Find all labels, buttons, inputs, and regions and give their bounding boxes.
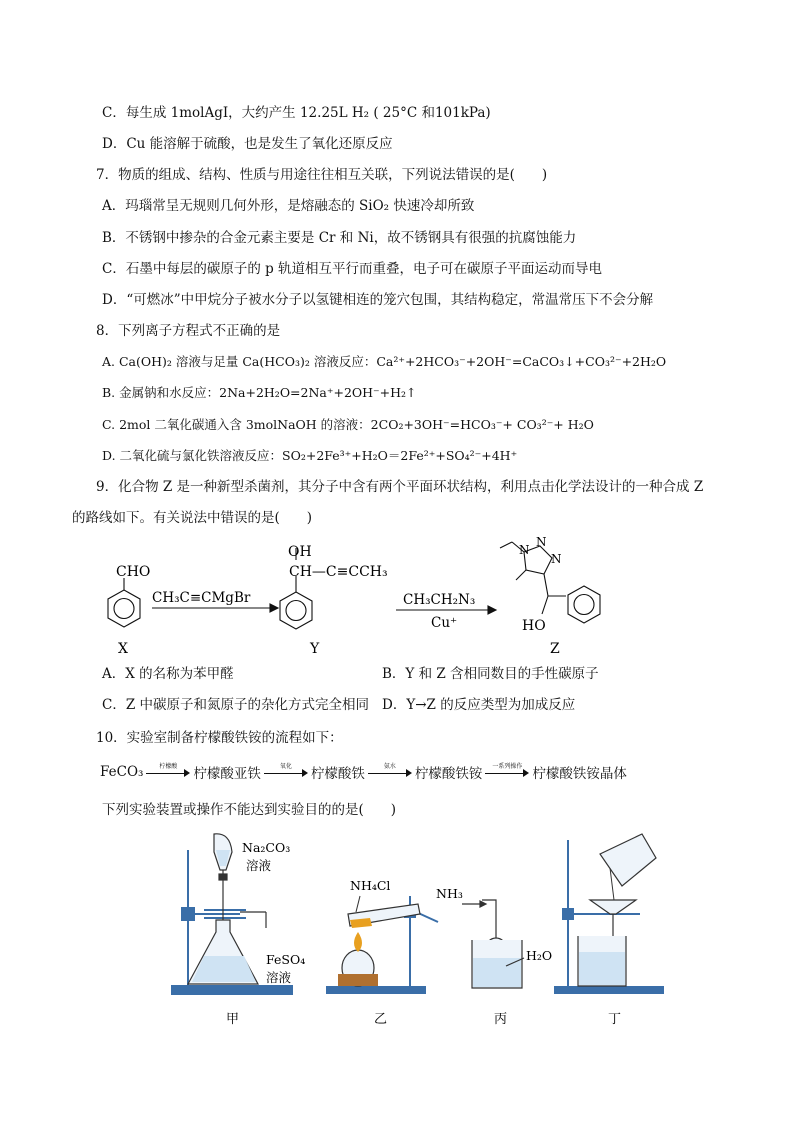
question-9-line2: 的路线如下。有关说法中错误的是( ) (72, 510, 313, 526)
reagent-2-top: CH₃CH₂N₃ (403, 592, 476, 608)
apparatus-ding (554, 834, 664, 994)
option-8c: C. 2mol 二氧化碳通入含 3molNaOH 的溶液：2CO₂+3OH⁻=HCO₃⁻+ CO₃²⁻+ H₂O (102, 417, 594, 432)
option-7a: A．玛瑙常呈无规则几何外形，是熔融态的 SiO₂ 快速冷却所致 (102, 198, 475, 214)
flow-step-3: 柠檬酸铁铵 (414, 766, 483, 782)
option-6c: C．每生成 1molAgI，大约产生 12.25L H₂ ( 25°C 和101kPa) (102, 105, 491, 121)
flow-step-1: 柠檬酸亚铁 (193, 766, 261, 782)
jia-label-bottom-2: 溶液 (266, 970, 292, 985)
triazole-n1: N (536, 535, 547, 549)
option-7d: D．“可燃冰”中甲烷分子被水分子以氢键相连的笼穴包围，其结构稳定，常温常压下不会分解 (102, 292, 654, 308)
flow-arrow-2: 氧化 (264, 765, 308, 779)
triazole-n3: N (519, 543, 530, 557)
bing-water-label: H₂O (526, 948, 553, 963)
triazole-n2: N (551, 552, 562, 566)
caption-jia: 甲 (226, 1012, 240, 1027)
option-8a: A. Ca(OH)₂ 溶液与足量 Ca(HCO₃)₂ 溶液反应：Ca²⁺+2HCO₃⁻+2OH⁻=CaCO₃↓+CO₃²⁻+2H₂O (102, 354, 667, 369)
z-label: Z (550, 641, 560, 657)
flow-step-2: 柠檬酸铁 (310, 766, 365, 782)
y-benzene-ring (280, 592, 312, 629)
option-8d: D. 二氧化硫与氯化铁溶液反应：SO₂+2Fe³⁺+H₂O＝2Fe²⁺+SO₄²⁻+4H⁺ (102, 448, 518, 463)
z-ho: HO (522, 618, 546, 634)
flow-step-0: FeCO₃ (100, 764, 144, 780)
question-7: 7．物质的组成、结构、性质与用途往往相互关联，下列说法错误的是( ) (96, 167, 548, 183)
apparatus-yi (326, 896, 438, 994)
y-oh: OH (288, 544, 312, 560)
apparatus-figure (170, 828, 670, 1028)
option-9b: B．Y 和 Z 含相同数目的手性碳原子 (382, 666, 599, 682)
question-9-line1: 9．化合物 Z 是一种新型杀菌剂，其分子中含有两个平面环状结构，利用点击化学法设计的一种合成 Z (96, 479, 704, 495)
z-benzene-ring (568, 586, 600, 623)
apparatus-bing (462, 900, 524, 988)
reagent-1: CH₃C≡CMgBr (152, 590, 251, 606)
x-cho: CHO (116, 564, 151, 580)
option-8b: B. 金属钠和水反应：2Na+2H₂O=2Na⁺+2OH⁻+H₂↑ (102, 385, 417, 400)
jia-label-top-1: Na₂CO₃ (242, 840, 291, 855)
flow-step-4: 柠檬酸铁铵晶体 (532, 766, 627, 782)
y-chain: CH—C≡CCH₃ (289, 564, 388, 580)
question-10-prompt: 下列实验装置或操作不能达到实验目的的是( ) (102, 802, 397, 818)
flow-arrow-3: 氨水 (368, 765, 412, 779)
y-label: Y (310, 641, 320, 657)
option-9a: A．X 的名称为苯甲醛 (102, 666, 234, 682)
flow-arrow-4: 一系列操作 (485, 765, 529, 779)
option-6d: D．Cu 能溶解于硫酸，也是发生了氧化还原反应 (102, 136, 393, 152)
jia-label-top-2: 溶液 (246, 858, 272, 873)
x-label: X (118, 641, 128, 657)
caption-ding: 丁 (608, 1012, 622, 1027)
yi-label: NH₄Cl (350, 878, 391, 893)
option-7c: C．石墨中每层的碳原子的 p 轨道相互平行而重叠，电子可在碳原子平面运动而导电 (102, 261, 603, 277)
option-9c: C．Z 中碳原子和氮原子的杂化方式完全相同 (102, 697, 370, 713)
reaction-scheme (96, 530, 656, 660)
question-10: 10．实验室制备柠檬酸铁铵的流程如下： (96, 730, 343, 746)
flow-arrow-1: 柠檬酸 (146, 765, 190, 779)
caption-yi: 乙 (374, 1012, 388, 1027)
option-9d: D．Y→Z 的反应类型为加成反应 (382, 697, 576, 713)
jia-label-bottom-1: FeSO₄ (266, 952, 306, 967)
option-7b: B．不锈钢中掺杂的合金元素主要是 Cr 和 Ni，故不锈钢具有很强的抗腐蚀能力 (102, 230, 577, 246)
question-8: 8．下列离子方程式不正确的是 (96, 323, 281, 339)
bing-gas-label: NH₃ (436, 886, 463, 901)
preparation-flow (100, 762, 627, 782)
x-benzene-ring (108, 590, 140, 627)
caption-bing: 丙 (494, 1012, 508, 1027)
reagent-2-bottom: Cu⁺ (431, 615, 458, 631)
